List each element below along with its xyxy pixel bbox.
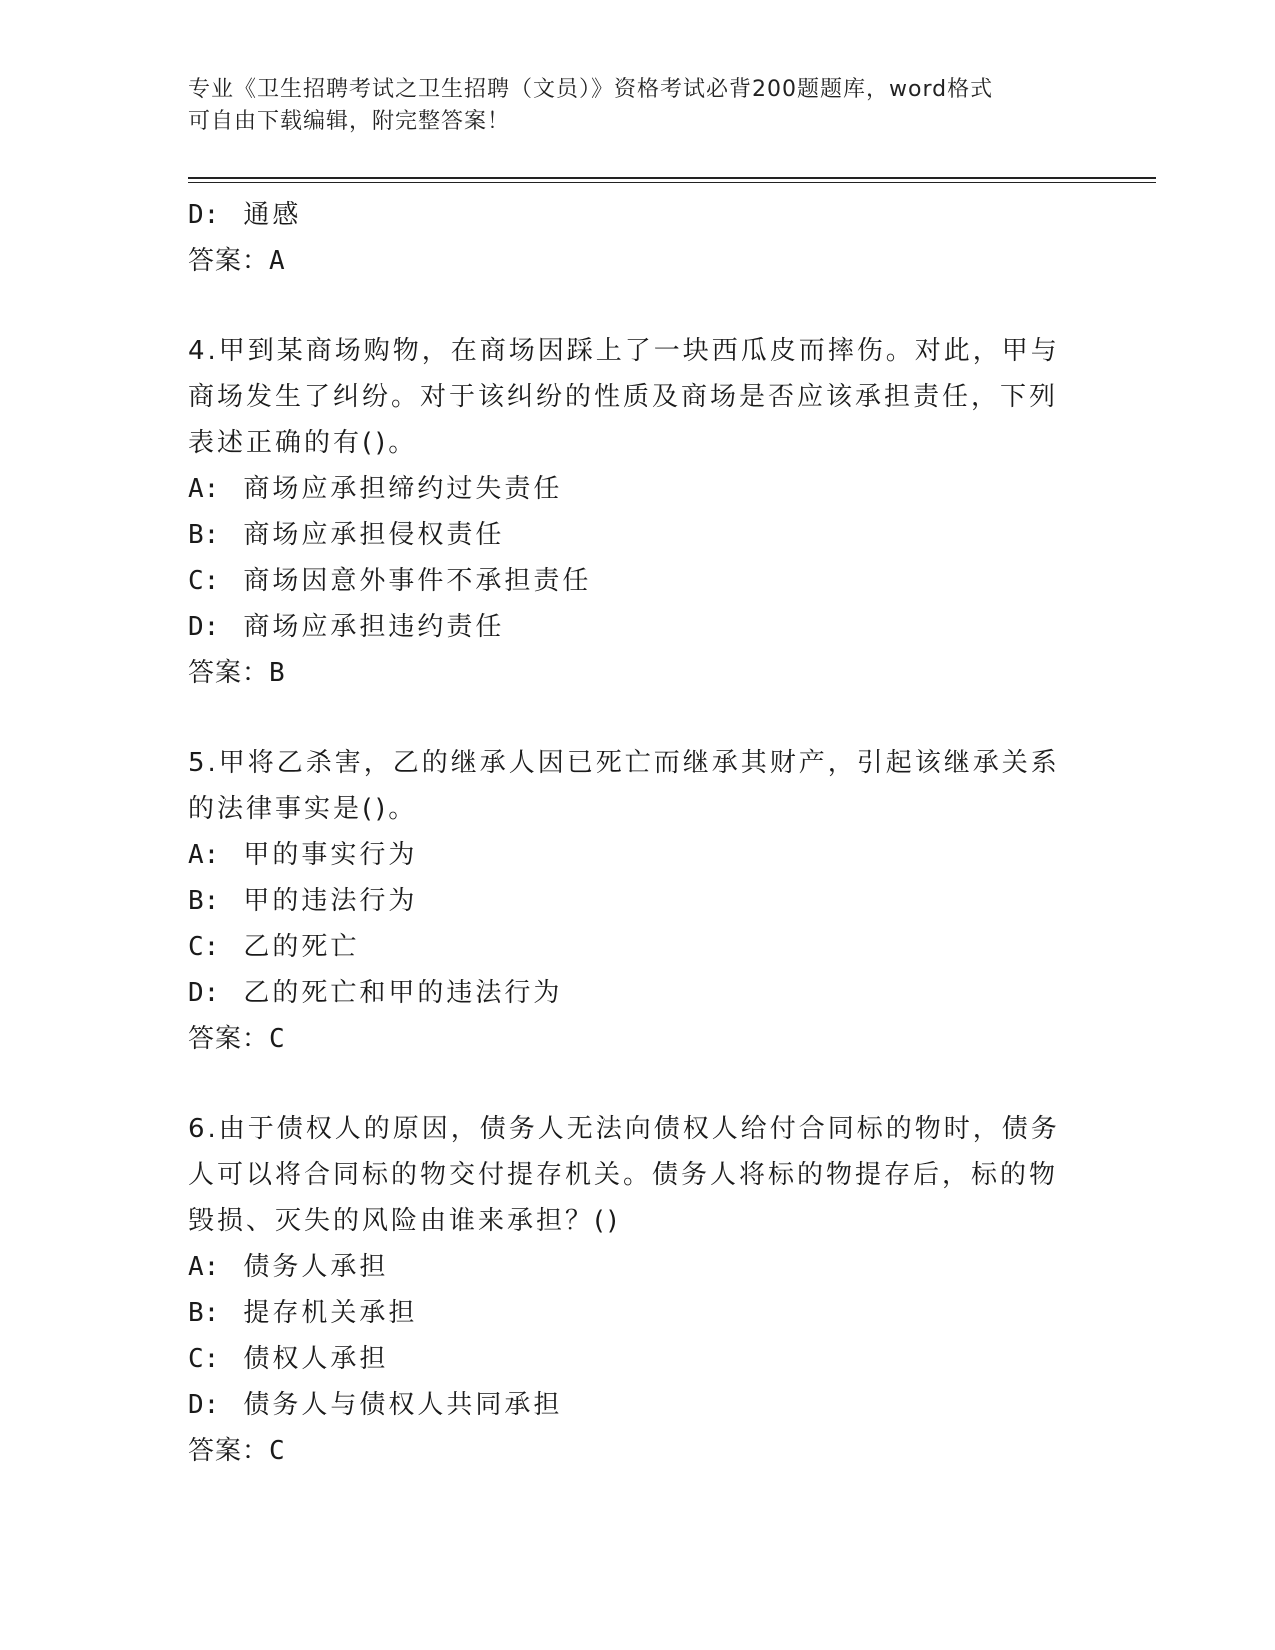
option-key: C: [188, 566, 220, 596]
option-d [188, 192, 1088, 238]
page-header [188, 74, 1068, 138]
answer-label: 答案： [188, 1436, 270, 1466]
option-a [188, 1244, 1088, 1290]
option-text: 债务人与债权人共同承担 [243, 1390, 563, 1420]
answer-value: C [269, 1436, 286, 1466]
option-text: 商场因意外事件不承担责任 [243, 566, 592, 596]
answer-value: C [269, 1024, 286, 1054]
option-key: B: [188, 520, 220, 550]
option-text: 债权人承担 [243, 1344, 389, 1374]
option-c [188, 924, 1088, 970]
option-text: 甲的事实行为 [243, 840, 418, 870]
option-d [188, 604, 1088, 650]
option-text: 商场应承担侵权责任 [243, 520, 505, 550]
answer-line [188, 1016, 1088, 1062]
option-key: D: [188, 1390, 220, 1420]
option-d [188, 970, 1088, 1016]
header-divider [188, 177, 1156, 183]
option-c [188, 1336, 1088, 1382]
option-key: D: [188, 978, 220, 1008]
option-key: A: [188, 474, 220, 504]
answer-line [188, 238, 1088, 284]
option-text: 甲的违法行为 [243, 886, 418, 916]
question-stem-line: 商场发生了纠纷。对于该纠纷的性质及商场是否应该承担责任，下列 [188, 382, 1059, 412]
question-stem-line: 6.由于债权人的原因，债务人无法向债权人给付合同标的物时，债务 [188, 1114, 1060, 1144]
option-b [188, 878, 1088, 924]
option-text: 商场应承担缔约过失责任 [243, 474, 563, 504]
option-a [188, 466, 1088, 512]
option-key: D: [188, 200, 220, 230]
answer-value: B [269, 658, 286, 688]
option-text: 乙的死亡 [243, 932, 360, 962]
question-6 [188, 1106, 1088, 1474]
option-key: C: [188, 1344, 220, 1374]
option-text: 通感 [243, 200, 302, 230]
question-stem-line: 的法律事实是()。 [188, 794, 418, 824]
header-title-line-2: 可自由下载编辑，附完整答案！ [188, 109, 511, 134]
question-5 [188, 740, 1088, 1062]
option-b [188, 1290, 1088, 1336]
answer-line [188, 650, 1088, 696]
option-c [188, 558, 1088, 604]
question-stem-line: 毁损、灭失的风险由谁来承担？() [188, 1206, 621, 1236]
answer-line [188, 1428, 1088, 1474]
answer-value: A [269, 246, 286, 276]
option-key: C: [188, 932, 220, 962]
question-stem-line: 5.甲将乙杀害，乙的继承人因已死亡而继承其财产，引起该继承关系 [188, 748, 1060, 778]
header-title-line-1: 专业《卫生招聘考试之卫生招聘（文员）》资格考试必背200题题库，word格式 [188, 77, 994, 102]
option-d [188, 1382, 1088, 1428]
answer-label: 答案： [188, 246, 270, 276]
question-4 [188, 328, 1088, 696]
option-text: 乙的死亡和甲的违法行为 [243, 978, 563, 1008]
answer-label: 答案： [188, 1024, 270, 1054]
option-text: 提存机关承担 [243, 1298, 418, 1328]
option-key: A: [188, 840, 220, 870]
option-b [188, 512, 1088, 558]
option-key: B: [188, 1298, 220, 1328]
option-key: A: [188, 1252, 220, 1282]
option-key: D: [188, 612, 220, 642]
option-a [188, 832, 1088, 878]
document-body [188, 192, 1088, 1474]
answer-label: 答案： [188, 658, 270, 688]
option-text: 债务人承担 [243, 1252, 389, 1282]
option-text: 商场应承担违约责任 [243, 612, 505, 642]
question-stem-line: 人可以将合同标的物交付提存机关。债务人将标的物提存后，标的物 [188, 1160, 1059, 1190]
question-stem-line: 表述正确的有()。 [188, 428, 418, 458]
option-key: B: [188, 886, 220, 916]
carryover-question [188, 192, 1088, 284]
question-stem-line: 4.甲到某商场购物，在商场因踩上了一块西瓜皮而摔伤。对此，甲与 [188, 336, 1060, 366]
